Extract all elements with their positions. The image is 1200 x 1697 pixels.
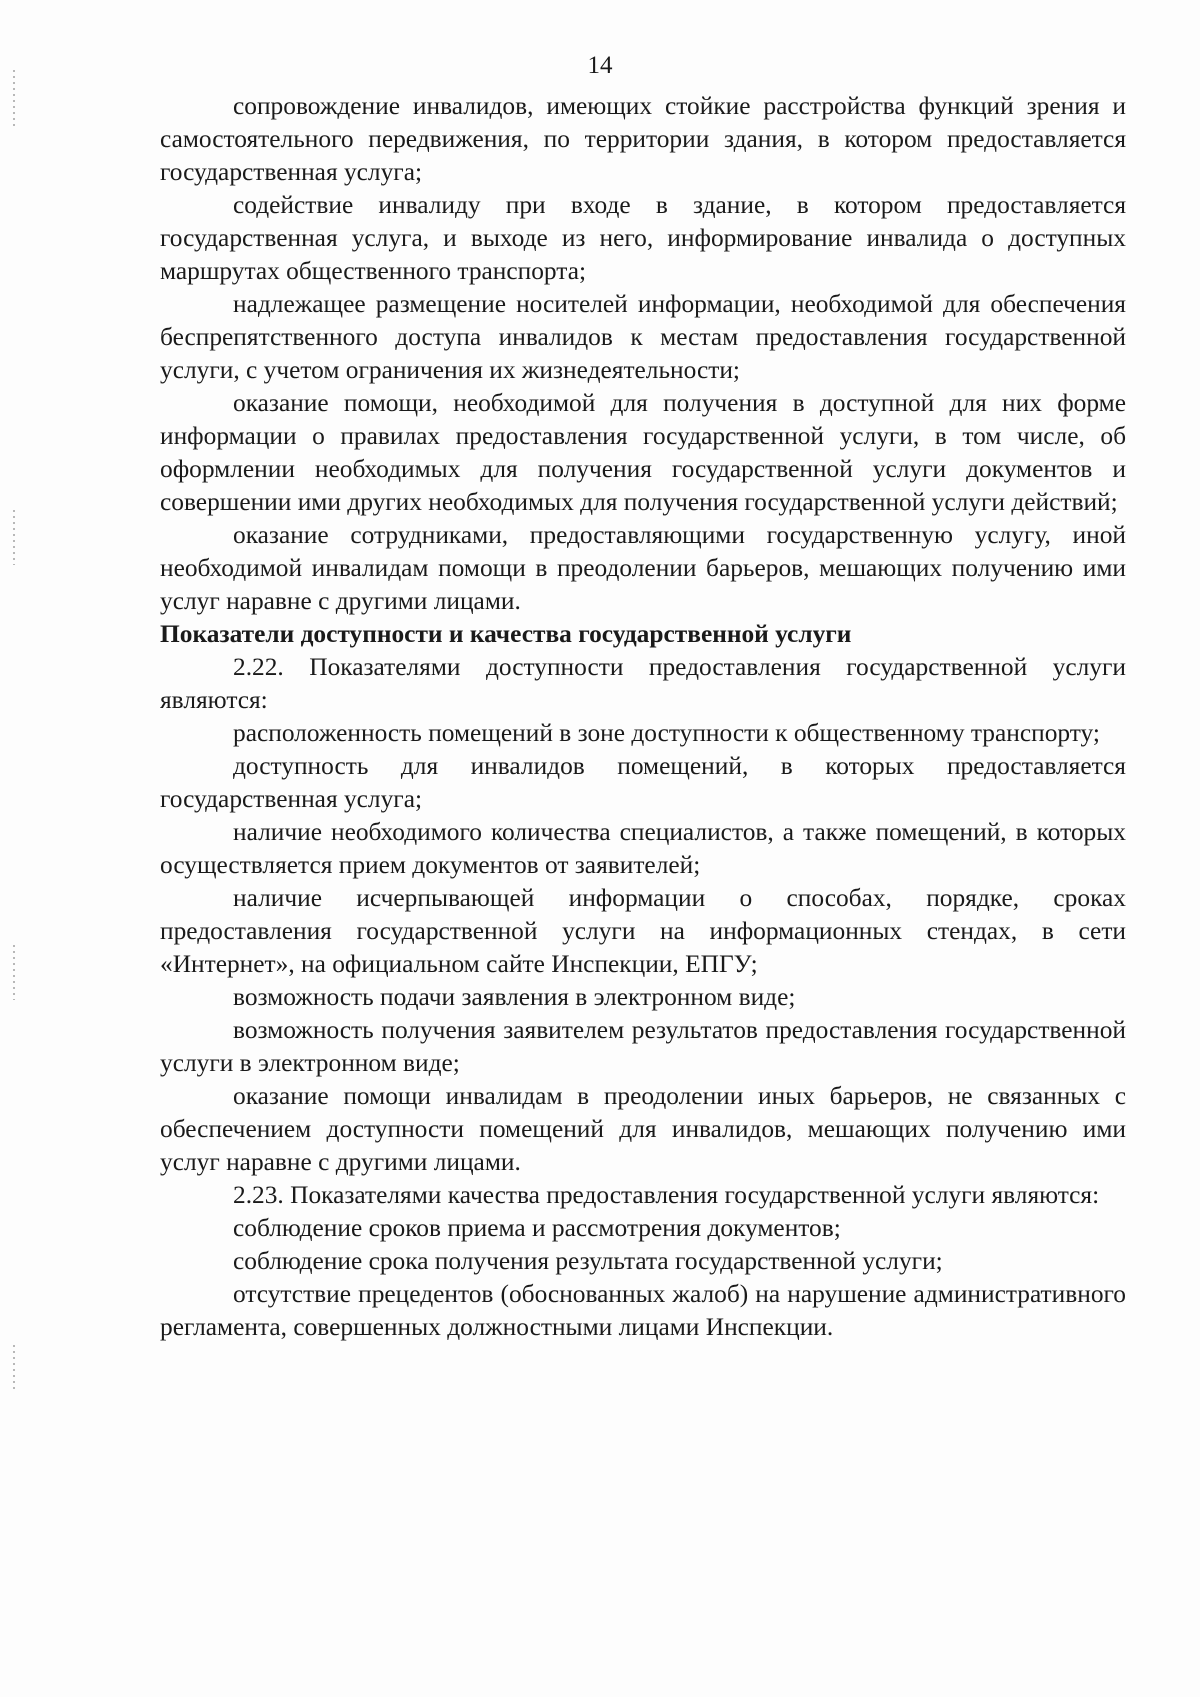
paragraph: сопровождение инвалидов, имеющих стойкие расстройства функций зрения и самостоятельного передвижения, по территории здания, в котором предоставляется государственная услуга;: [160, 92, 1126, 186]
scan-binding-mark-bottom: [13, 1345, 15, 1390]
scan-binding-mark-middle: [13, 510, 15, 565]
paragraph: оказание сотрудниками, предоставляющими государственную услугу, иной необходимой инвалидам помощи в преодолении барьеров, мешающих получению ими услуг наравне с другими лицами.: [160, 521, 1126, 615]
paragraph: оказание помощи, необходимой для получения в доступной для них форме информации о правилах предоставления государственной услуги, в том числе, об оформлении необходимых для получения государственной услуги документов и совершении ими других необходимых для получения государственной услуги действий;: [160, 389, 1126, 516]
paragraph: оказание помощи инвалидам в преодолении иных барьеров, не связанных с обеспечением доступности помещений для инвалидов, мешающих получению ими услуг наравне с другими лицами.: [160, 1082, 1126, 1176]
paragraph: возможность подачи заявления в электронном виде;: [233, 983, 796, 1011]
paragraph: содействие инвалиду при входе в здание, в котором предоставляется государственная услуга, и выходе из него, информирование инвалида о доступных маршрутах общественного транспорта;: [160, 191, 1126, 285]
paragraph: отсутствие прецедентов (обоснованных жалоб) на нарушение административного регламента, совершенных должностными лицами Инспекции.: [160, 1280, 1126, 1341]
paragraph: надлежащее размещение носителей информации, необходимой для обеспечения беспрепятственного доступа инвалидов к местам предоставления государственной услуги, с учетом ограничения их жизнедеятельности;: [160, 290, 1126, 384]
scan-binding-mark-lower: [13, 945, 15, 1000]
paragraph: 2.22. Показателями доступности предоставления государственной услуги являются:: [160, 653, 1126, 714]
paragraph: соблюдение сроков приема и рассмотрения документов;: [233, 1214, 841, 1242]
document-body: [160, 90, 1126, 1344]
paragraph: расположенность помещений в зоне доступности к общественному транспорту;: [233, 719, 1100, 747]
section-heading: Показатели доступности и качества государственной услуги: [160, 620, 852, 648]
paragraph: соблюдение срока получения результата государственной услуги;: [233, 1247, 943, 1275]
paragraph: наличие исчерпывающей информации о способах, порядке, сроках предоставления государственной услуги на информационных стендах, в сети «Интернет», на официальном сайте Инспекции, ЕПГУ;: [160, 884, 1126, 978]
page-number: 14: [587, 52, 613, 79]
paragraph: возможность получения заявителем результатов предоставления государственной услуги в электронном виде;: [160, 1016, 1126, 1077]
paragraph: наличие необходимого количества специалистов, а также помещений, в которых осуществляется прием документов от заявителей;: [160, 818, 1126, 879]
paragraph: 2.23. Показателями качества предоставления государственной услуги являются:: [233, 1181, 1100, 1209]
paragraph: доступность для инвалидов помещений, в которых предоставляется государственная услуга;: [160, 752, 1126, 813]
